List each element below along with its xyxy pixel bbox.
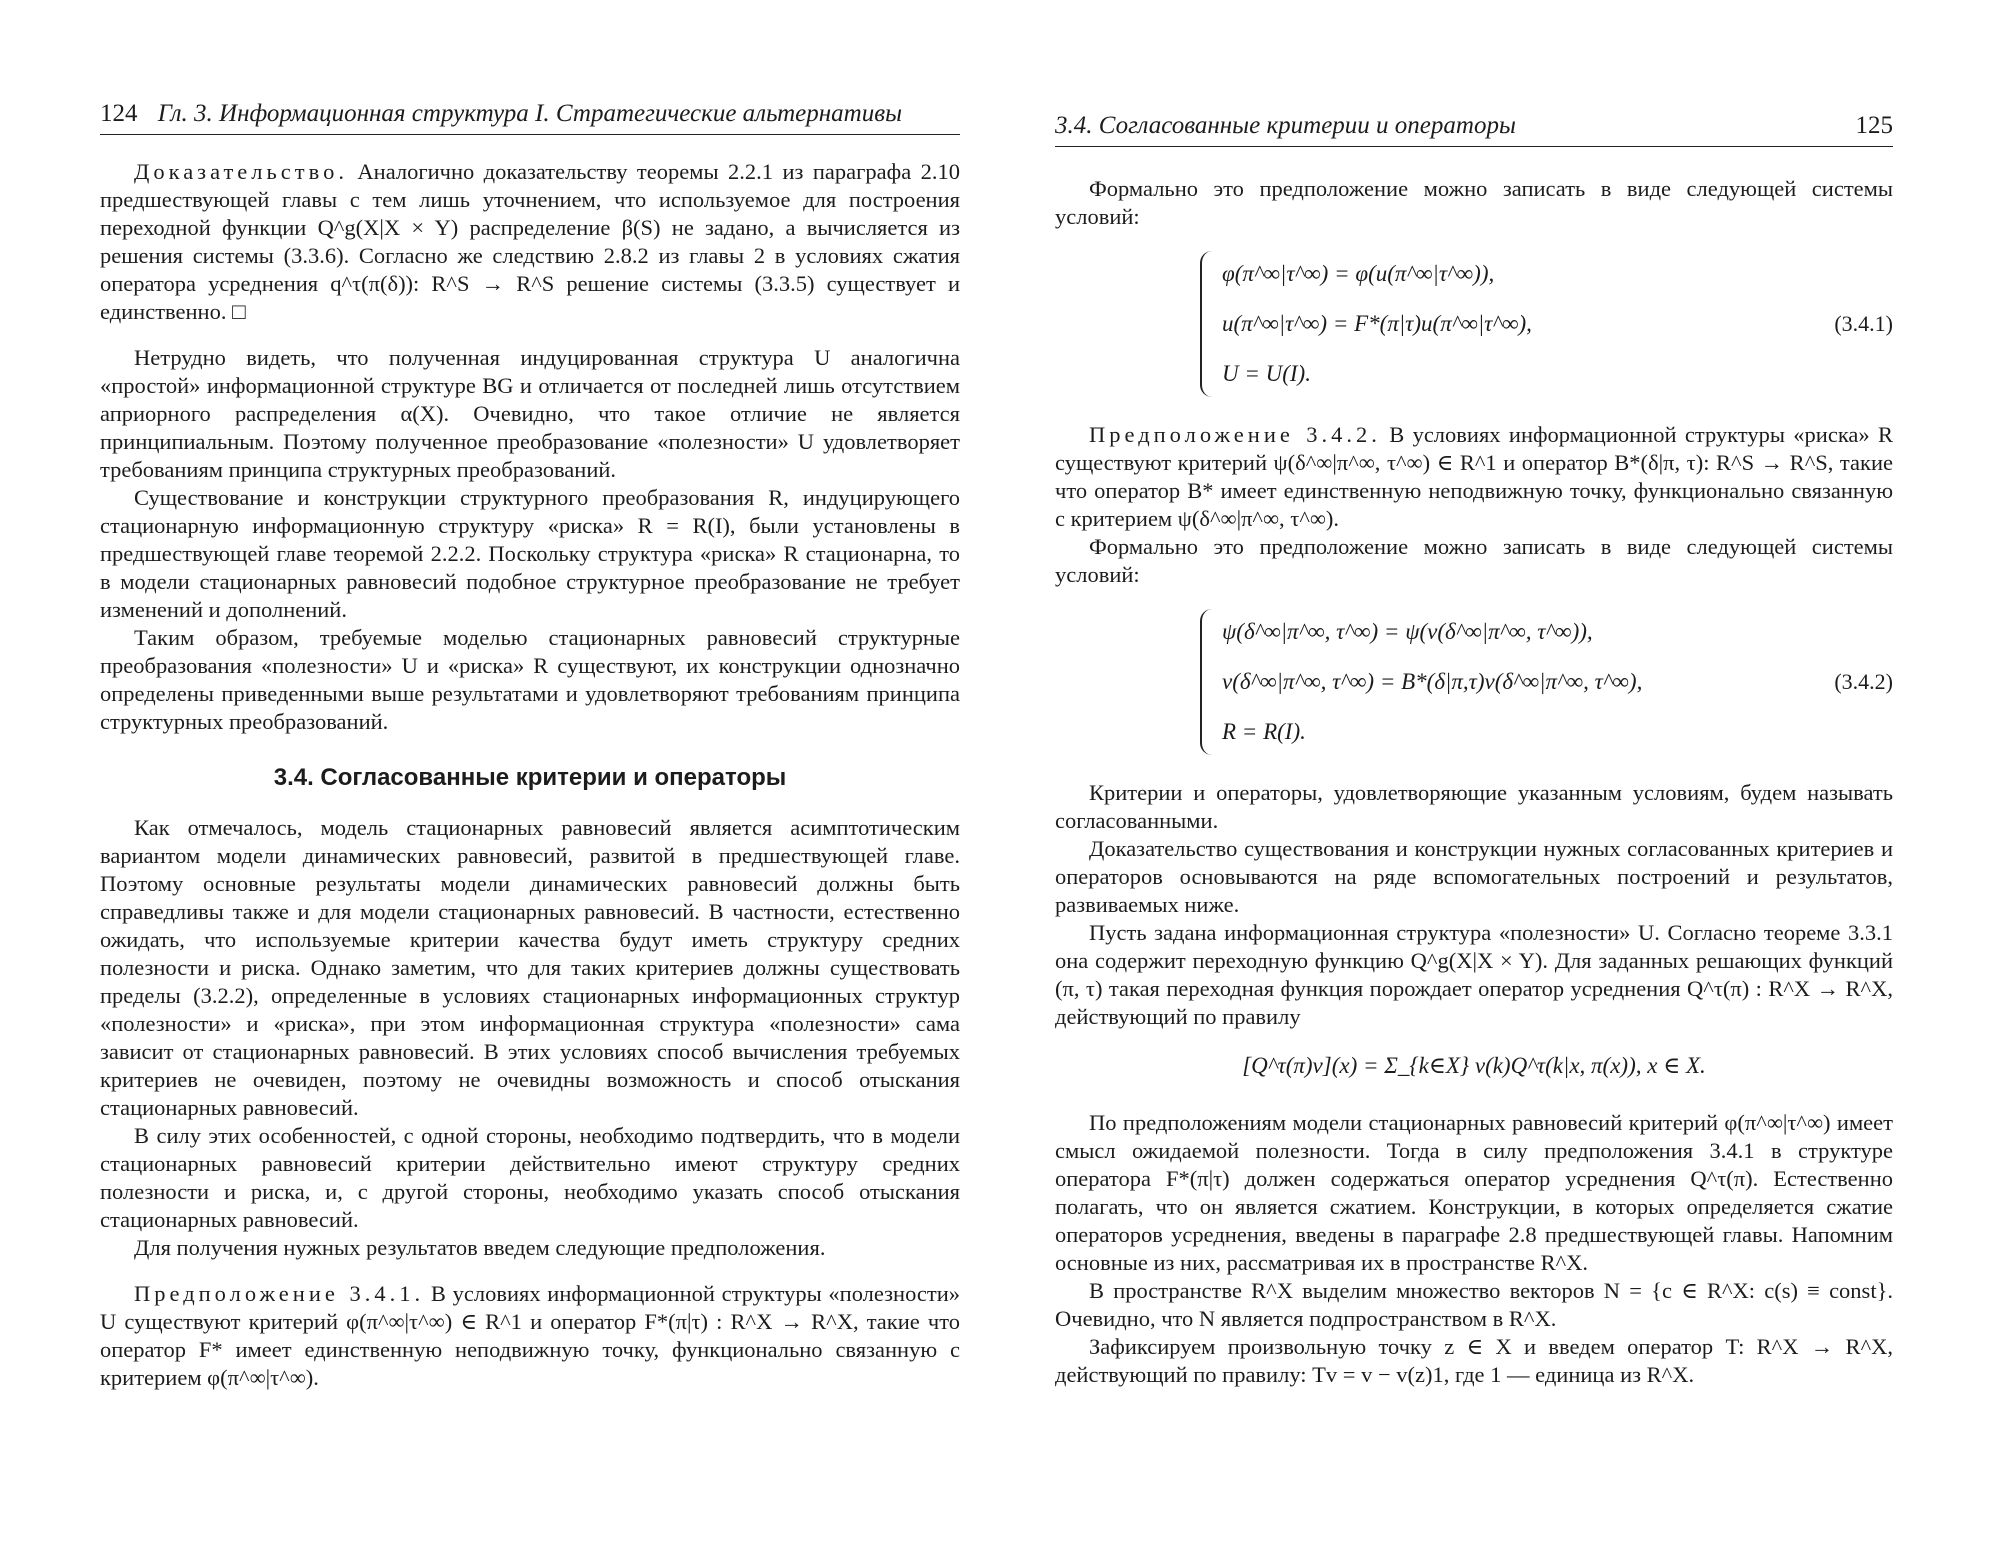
left-page-number: 124 [100,100,138,127]
equation-line: U = U(I). [1222,361,1311,386]
equation-line: R = R(I). [1222,719,1306,744]
brace [1200,609,1216,755]
assumption-text: В условиях информационной структуры «полезности» U существуют критерий φ(π^∞|τ^∞) ∈ R^1 и оператор F*(π|τ) : R^X → R^X, такие что оператор F* имеет единственную неподвижную точку, функционально связанную с критерием φ(π^∞|τ^∞). [100,1281,960,1390]
paragraph: В силу этих особенностей, с одной стороны, необходимо подтвердить, что в модели стационарных равновесий критерии действительно имеют структуру средних полезности и риска, и, с другой стороны, необходимо указать способ отыскания стационарных равновесий. [100,1123,960,1232]
right-running-head [1055,112,1893,147]
equation-line: φ(π^∞|τ^∞) = φ(u(π^∞|τ^∞)), [1222,261,1495,286]
proof-paragraph [100,158,960,326]
assumption-paragraph [100,1280,960,1392]
equation-number: (3.4.2) [1834,669,1893,694]
brace [1200,251,1216,397]
equation-system-3-4-2 [1200,607,1893,757]
right-page-body [1055,175,1893,1389]
paragraph: Формально это предположение можно записать в виде следующей системы условий: [1055,176,1893,229]
paragraph: Зафиксируем произвольную точку z ∈ X и введем оператор T: R^X → R^X, действующий по правилу: Tv = v − v(z)1, где 1 — единица из R^X. [1055,1334,1893,1387]
equation-line: ψ(δ^∞|π^∞, τ^∞) = ψ(v(δ^∞|π^∞, τ^∞)), [1222,619,1593,644]
equation-line: u(π^∞|τ^∞) = F*(π|τ)u(π^∞|τ^∞), [1222,311,1532,336]
equation-line: v(δ^∞|π^∞, τ^∞) = B*(δ|π,τ)v(δ^∞|π^∞, τ^∞), [1222,669,1643,694]
equation-system-3-4-1 [1200,249,1893,399]
paragraph: Пусть задана информационная структура «полезности» U. Согласно теореме 3.3.1 она содержит переходную функцию Q^g(X|X × Y). Для заданных решающих функций (π, τ) такая переходная функция порождает оператор усреднения Q^τ(π) : R^X → R^X, действующий по правилу [1055,920,1893,1029]
paragraph: Как отмечалось, модель стационарных равновесий является асимптотическим вариантом модели динамических равновесий, развитой в предшествующей главе. Поэтому основные результаты модели динамических равновесий должны быть справедливы также и для модели стационарных равновесий. В частности, естественно ожидать, что используемые критерии качества будут иметь структуру средних полезности и риска. Однако заметим, что для таких критериев должны существовать пределы (3.2.2), определенные в условиях стационарных информационных структур «полезности» и «риска», при этом информационная структура «полезности» сама зависит от стационарных равновесий. В этих условиях способ вычисления требуемых критериев не очевиден, поэтому не очевидны возможность и способ отыскания стационарных равновесий. [100,815,960,1120]
paragraph: Доказательство существования и конструкции нужных согласованных критериев и операторов основываются на ряде вспомогательных построений и результатов, развиваемых ниже. [1055,836,1893,917]
paragraph: Критерии и операторы, удовлетворяющие указанным условиям, будем называть согласованными. [1055,780,1893,833]
proof-text: Аналогично доказательству теоремы 2.2.1 из параграфа 2.10 предшествующей главы с тем лишь уточнением, что используемое для построения переходной функции Q^g(X|X × Y) распределение β(S) не задано, а вычисляется из решения системы (3.3.6). Согласно же следствию 2.8.2 из главы 2 в условиях сжатия оператора усреднения q^τ(π(δ)): R^S → R^S решение системы (3.3.5) существует и единственно. □ [100,159,961,324]
paragraph: Таким образом, требуемые моделью стационарных равновесий структурные преобразования «полезности» U и «риска» R существуют, их конструкции однозначно определены приведенными выше результатами и удовлетворяют требованиям принципа структурных преобразований. [100,625,960,734]
left-running-head [100,100,960,135]
paragraph: Нетрудно видеть, что полученная индуцированная структура U аналогична «простой» информационной структуре BG и отличается от последней лишь отсутствием априорного распределения α(X). Очевидно, что такое отличие не является принципиальным. Поэтому полученное преобразование «полезности» U удовлетворяет требованиям принципа структурных преобразований. [100,345,960,482]
paragraph: По предположениям модели стационарных равновесий критерий φ(π^∞|τ^∞) имеет смысл ожидаемой полезности. Тогда в силу предположения 3.4.1 в структуре оператора F*(π|τ) должен содержаться оператор усреднения Q^τ(π). Естественно полагать, что он является сжатием. Конструкции, в которых определяется сжатие операторов усреднения, введены в параграфе 2.8 предшествующей главы. Напомним основные из них, рассматривая их в пространстве R^X. [1055,1110,1893,1275]
assumption-label: Предположение 3.4.1. [134,1281,425,1306]
right-running-head-title: 3.4. Согласованные критерии и операторы [1055,112,1516,139]
paragraph: Существование и конструкции структурного преобразования R, индуцирующего стационарную информационную структуру «риска» R = R(I), были установлены в предшествующей главе теоремой 2.2.2. Поскольку структура «риска» R стационарна, то в модели стационарных равновесий подобное структурное преобразование не требует изменений и дополнений. [100,485,960,622]
paragraph: Для получения нужных результатов введем следующие предположения. [134,1235,826,1260]
assumption-text: В условиях информационной структуры «риска» R существуют критерий ψ(δ^∞|π^∞, τ^∞) ∈ R^1 и оператор B*(δ|π, τ): R^S → R^S, такие что оператор B* имеет единственную неподвижную точку, функционально связанную с критерием ψ(δ^∞|π^∞, τ^∞). [1055,422,1894,531]
equation-number: (3.4.1) [1834,311,1893,336]
paragraph: Формально это предположение можно записать в виде следующей системы условий: [1055,534,1893,587]
averaging-operator-formula: [Q^τ(π)v](x) = Σ_{k∈X} v(k)Q^τ(k|x, π(x)), x ∈ X. [1242,1053,1706,1078]
right-page-number: 125 [1855,112,1893,139]
section-heading: 3.4. Согласованные критерии и операторы [273,764,787,791]
left-running-head-title: Гл. 3. Информационная структура I. Стратегические альтернативы [157,100,903,127]
assumption-label: Предположение 3.4.2. [1089,422,1381,447]
left-page-body [100,158,960,1392]
assumption-paragraph [1055,421,1893,533]
paragraph: В пространстве R^X выделим множество векторов N = {c ∈ R^X: c(s) ≡ const}. Очевидно, что N является подпространством в R^X. [1055,1278,1893,1331]
proof-label: Доказательство. [134,159,348,184]
